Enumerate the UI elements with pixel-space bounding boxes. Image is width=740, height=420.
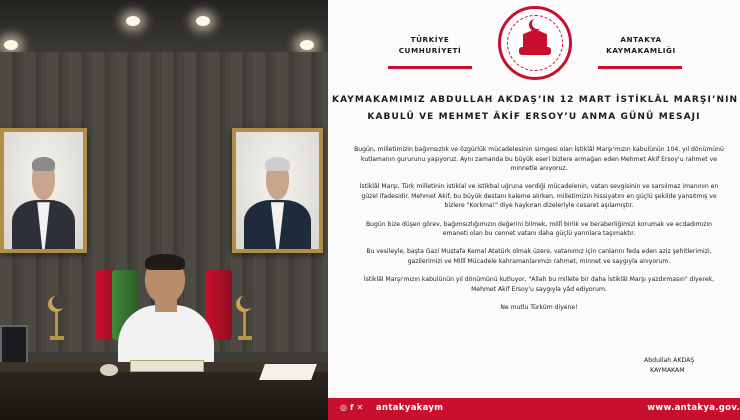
instagram-icon[interactable]: ◎ [340, 403, 347, 412]
signature-role: KAYMAKAM [650, 367, 685, 374]
header-left-line1: TÜRKİYE [410, 35, 450, 44]
ceiling-light [126, 16, 140, 26]
official-message [328, 0, 740, 420]
kaymakam-office-photo [0, 0, 328, 420]
ornament-stem [243, 312, 246, 338]
ceiling [0, 0, 328, 52]
pen-holder [100, 364, 118, 376]
paragraph: Ne mutlu Türküm diyene! [500, 303, 578, 311]
ceiling-light [300, 40, 314, 50]
social-icons [340, 403, 363, 412]
ornament-stand [50, 336, 64, 340]
kaymakam-hair [145, 254, 185, 270]
header-right-line1: ANTAKYA [620, 35, 662, 44]
ornament-stand [238, 336, 252, 340]
paragraph: İstiklâl Marşı, Türk milletinin istiklal ve istikbal uğruna verdiği mücadelenin, vatan sevgisinin ve sarsılmaz imanının en güzel ifadesidir. Mehmet Akif, bu büyük destanı kaleme alırken, milletimizin hissiyatını en güçlü şekilde yansıtmış ve bizlere "Korkma!" diye haykıran dizeleriyle cesaret aşılamıştır. [359, 183, 719, 210]
ornament-stem [55, 312, 58, 338]
x-icon[interactable]: ✕ [356, 403, 364, 412]
signature-name: Abdullah AKDAŞ [644, 357, 695, 364]
header-right-bar [598, 66, 682, 69]
computer-monitor [0, 325, 28, 365]
website-url[interactable]: www.antakya.gov. [647, 403, 740, 413]
crescent-ornament-icon [236, 296, 252, 312]
message-body [354, 145, 724, 321]
desk-nameplate [130, 360, 204, 372]
message-title [332, 92, 739, 126]
footer-bar [328, 398, 740, 420]
title-line2: KABULÜ VE MEHMET ÂKİF ERSOY’U ANMA GÜNÜ MESAJI [367, 112, 701, 122]
title-line1: KAYMAKAMIMIZ ABDULLAH AKDAŞ’IN 12 MART İSTİKLÂL MARŞI’NIN [332, 95, 739, 105]
ceiling-light [4, 40, 18, 50]
seal-icon [498, 6, 572, 80]
social-handle[interactable]: antakyakaym [376, 403, 444, 413]
signature-block [644, 356, 694, 376]
ataturk-portrait [0, 128, 87, 253]
paragraph: Bugün, milletimizin bağımsızlık ve özgürlük mücadelesinin simgesi olan İstiklâl Marşı'mızın kabulünün 104. yıl dönümünü kutlamanın gururunu yaşıyoruz. Aynı zamanda bu büyük eseri bizlere armağan eden Mehmet Akif Ersoy'u rahmet ve minnetle anıyoruz. [354, 146, 724, 173]
header-left [375, 34, 485, 56]
crescent-ornament-icon [48, 296, 64, 312]
facebook-icon[interactable]: f [349, 403, 354, 412]
ceiling-light [196, 16, 210, 26]
document-on-desk [259, 364, 317, 380]
header-left-line2: CUMHURİYETİ [398, 46, 462, 55]
paragraph: Bugün bize düşen görev, bağımsızlığımızın değerini bilmek, millî birlik ve beraberliğimizi korumak ve ecdadımızın emaneti olan bu cennet vatanı daha güçlü yarınlara taşımaktır. [365, 220, 713, 238]
president-portrait [232, 128, 323, 253]
header-right [586, 34, 696, 56]
header-left-bar [388, 66, 472, 69]
paragraph: Bu vesileyle, başta Gazi Mustafa Kemal Atatürk olmak üzere, vatanımız için canlarını feda eden aziz şehitlerimizi, gazilerimizi ve Millî Mücadele kahramanlarımızı rahmet, minnet ve saygıyla anıyorum. [366, 248, 712, 265]
paragraph: İstiklâl Marşı'mızın kabulünün yıl dönümünü kutluyor, "Allah bu millete bir daha İstiklâl Marşı yazdırmasın" diyerek, Mehmet Akif Ersoy'u saygıyla yâd ediyorum. [363, 275, 715, 293]
header-right-line2: KAYMAKAMLIĞI [606, 46, 676, 55]
